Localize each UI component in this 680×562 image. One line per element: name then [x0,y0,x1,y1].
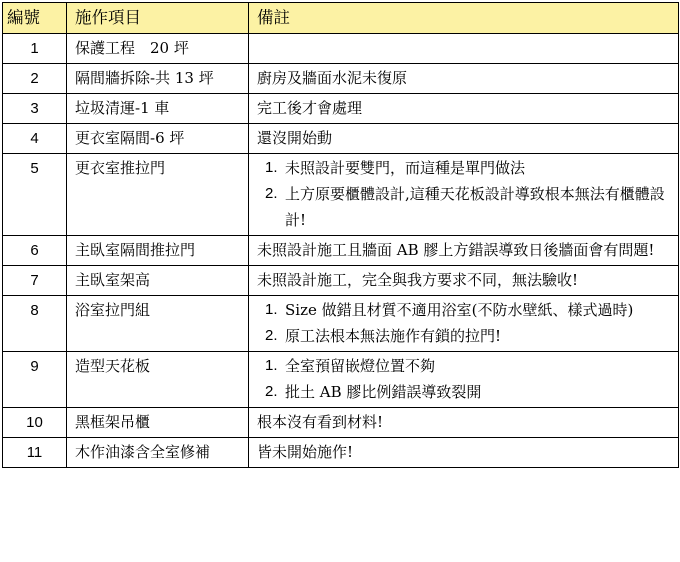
row-number: 10 [3,408,67,438]
note-list-item: 2. 原工法根本無法施作有鎖的拉門! [265,327,502,345]
row-number: 9 [3,352,67,408]
row-note [249,352,679,408]
row-note: 還沒開始動 [249,124,679,154]
row-item: 更衣室隔間-6 坪 [67,124,249,154]
row-item: 造型天花板 [67,352,249,408]
row-note [249,154,679,236]
row-item: 主臥室隔間推拉門 [67,236,249,266]
row-item: 浴室拉門組 [67,296,249,352]
note-list-item: 1. 全室預留嵌燈位置不夠 [265,357,436,375]
row-note [249,296,679,352]
table-row [3,352,679,408]
note-list-item: 1. 未照設計要雙門，而這種是單門做法 [265,159,526,177]
header-row [3,3,679,34]
row-note: 未照設計施工，完全與我方要求不同，無法驗收! [249,266,679,296]
row-note: 完工後才會處理 [249,94,679,124]
row-number: 3 [3,94,67,124]
row-note: 廚房及牆面水泥未復原 [249,64,679,94]
note-list [257,297,670,349]
row-number: 5 [3,154,67,236]
row-note: 皆未開始施作! [249,438,679,468]
note-list [257,155,670,233]
row-number: 6 [3,236,67,266]
row-note: 未照設計施工且牆面 AB 膠上方錯誤導致日後牆面會有問題! [249,236,679,266]
table-row [3,124,679,154]
table-row [3,34,679,64]
note-list-item: 2. 批土 AB 膠比例錯誤導致裂開 [265,383,482,401]
header-no: 編號 [3,3,67,34]
row-item: 垃圾清運-1 車 [67,94,249,124]
row-item: 隔間牆拆除-共 13 坪 [67,64,249,94]
table-row [3,154,679,236]
row-item: 更衣室推拉門 [67,154,249,236]
row-note [249,34,679,64]
header-note: 備註 [249,3,679,34]
row-number: 7 [3,266,67,296]
row-note: 根本沒有看到材料! [249,408,679,438]
row-number: 11 [3,438,67,468]
row-number: 2 [3,64,67,94]
row-item: 黑框架吊櫃 [67,408,249,438]
construction-items-table [2,2,679,468]
row-number: 8 [3,296,67,352]
note-list [257,353,670,405]
row-item: 主臥室架高 [67,266,249,296]
table-row [3,236,679,266]
table-row [3,438,679,468]
table-row [3,94,679,124]
note-list-item: 1. Size 做錯且材質不適用浴室(不防水壁紙、樣式過時) [265,301,634,319]
note-list-item: 2. 上方原要櫃體設計,這種天花板設計導致根本無法有櫃體設計! [265,185,665,229]
row-item: 木作油漆含全室修補 [67,438,249,468]
row-number: 4 [3,124,67,154]
row-item: 保護工程 20 坪 [67,34,249,64]
header-item: 施作項目 [67,3,249,34]
table-row [3,266,679,296]
table-row [3,64,679,94]
row-number: 1 [3,34,67,64]
table-row [3,296,679,352]
table-row [3,408,679,438]
